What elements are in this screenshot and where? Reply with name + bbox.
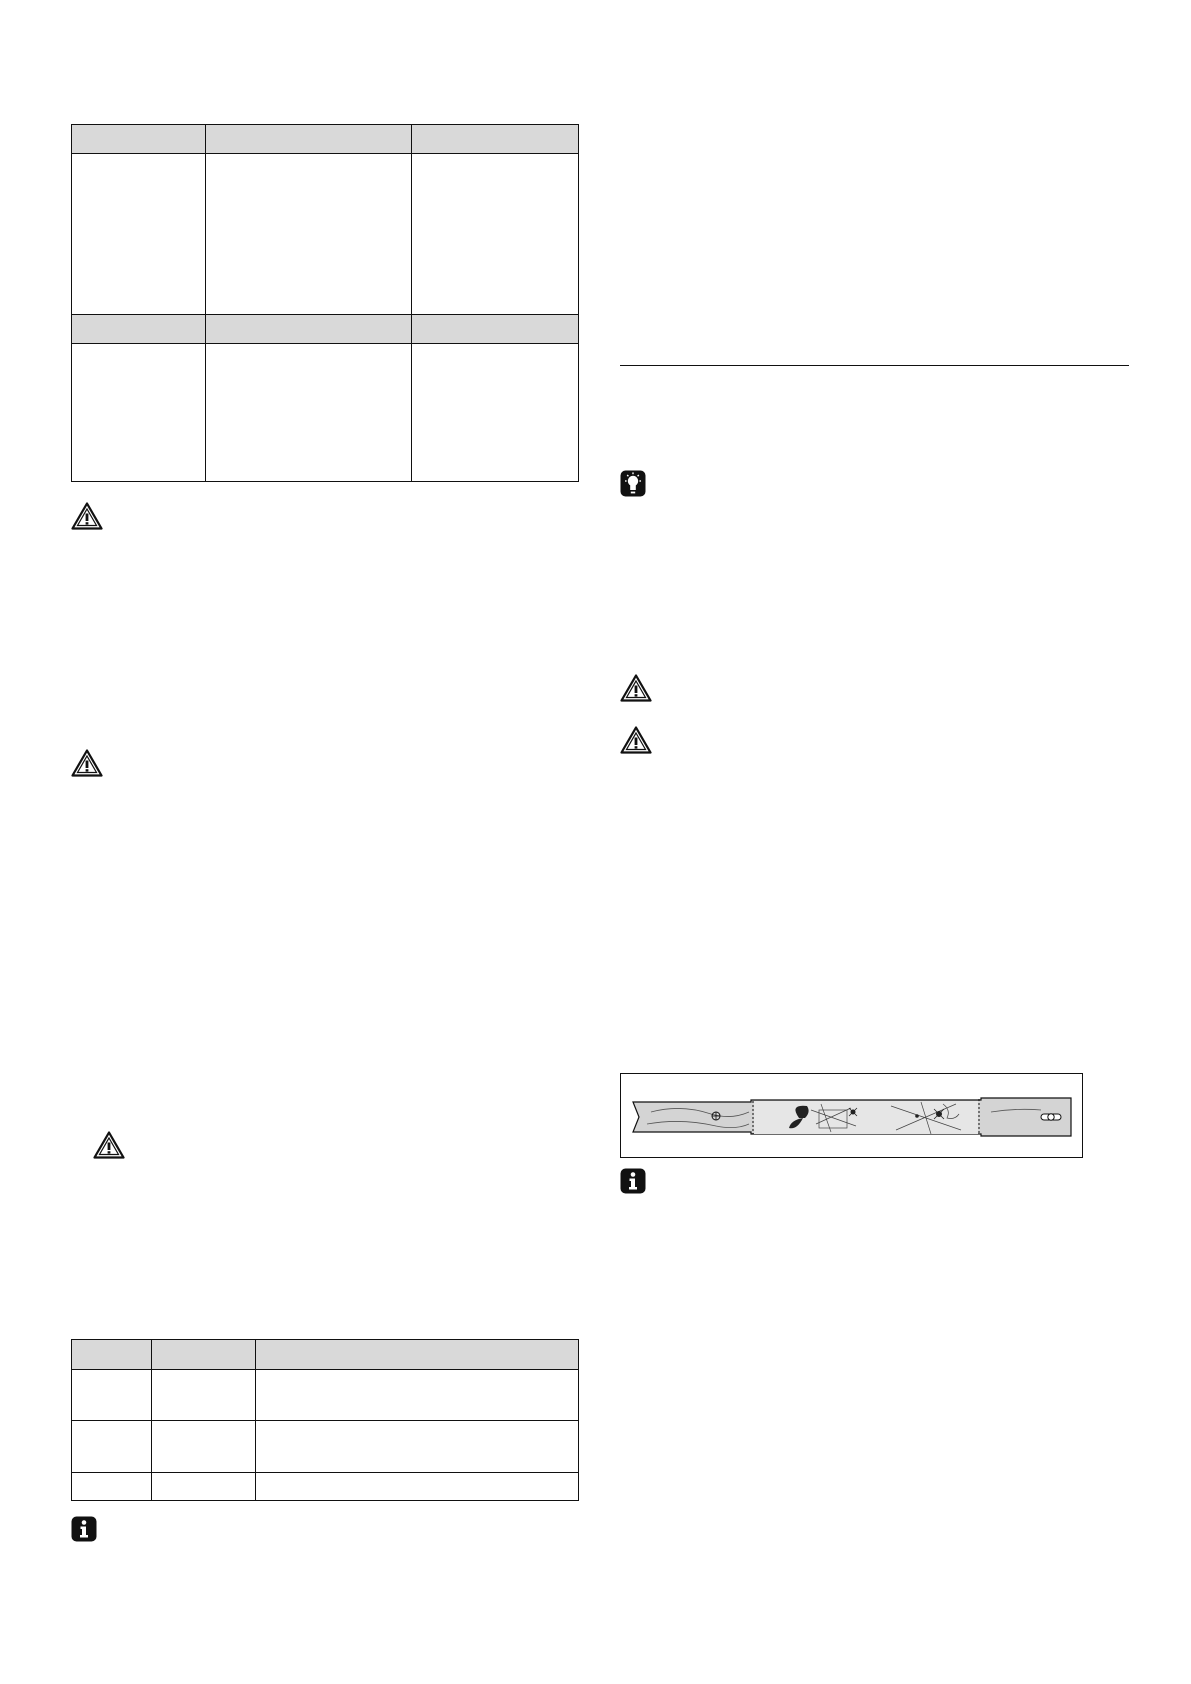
table-header-cell bbox=[206, 315, 412, 344]
table-cell bbox=[206, 344, 412, 482]
table-cell bbox=[256, 1370, 579, 1421]
table-header-row bbox=[72, 315, 579, 344]
info-icon bbox=[620, 1168, 646, 1194]
table-row bbox=[72, 1421, 579, 1473]
warning-triangle-icon bbox=[620, 726, 652, 754]
table-cell bbox=[72, 1473, 152, 1501]
settings-table bbox=[71, 124, 579, 482]
lightbulb-tip-icon bbox=[620, 470, 646, 497]
data-table bbox=[71, 1339, 579, 1501]
table-cell bbox=[412, 154, 579, 315]
warning-triangle-icon bbox=[71, 502, 103, 530]
table-cell bbox=[152, 1370, 256, 1421]
warning-triangle-icon bbox=[620, 674, 652, 702]
table-header-row bbox=[72, 1340, 579, 1370]
table-header-cell bbox=[206, 125, 412, 154]
table-cell bbox=[72, 154, 206, 315]
table-cell bbox=[152, 1421, 256, 1473]
table-row bbox=[72, 1473, 579, 1501]
table-header-cell bbox=[152, 1340, 256, 1370]
table-cell bbox=[72, 1421, 152, 1473]
table-cell bbox=[152, 1473, 256, 1501]
table-cell bbox=[256, 1473, 579, 1501]
moth-trap-figure bbox=[620, 1073, 1083, 1158]
table-cell bbox=[72, 344, 206, 482]
section-divider bbox=[620, 365, 1129, 366]
table-cell bbox=[256, 1421, 579, 1473]
info-icon bbox=[71, 1516, 97, 1542]
table-row bbox=[72, 154, 579, 315]
table-header-cell bbox=[256, 1340, 579, 1370]
table-header-cell bbox=[412, 315, 579, 344]
table-header-row bbox=[72, 125, 579, 154]
table-cell bbox=[412, 344, 579, 482]
table-header-cell bbox=[72, 125, 206, 154]
warning-triangle-icon bbox=[93, 1131, 125, 1159]
table-header-cell bbox=[72, 1340, 152, 1370]
table-cell bbox=[72, 1370, 152, 1421]
table-row bbox=[72, 344, 579, 482]
table-header-cell bbox=[72, 315, 206, 344]
table-cell bbox=[206, 154, 412, 315]
table-row bbox=[72, 1370, 579, 1421]
moth-trap-strip-illustration bbox=[621, 1074, 1082, 1157]
warning-triangle-icon bbox=[71, 749, 103, 777]
table-header-cell bbox=[412, 125, 579, 154]
